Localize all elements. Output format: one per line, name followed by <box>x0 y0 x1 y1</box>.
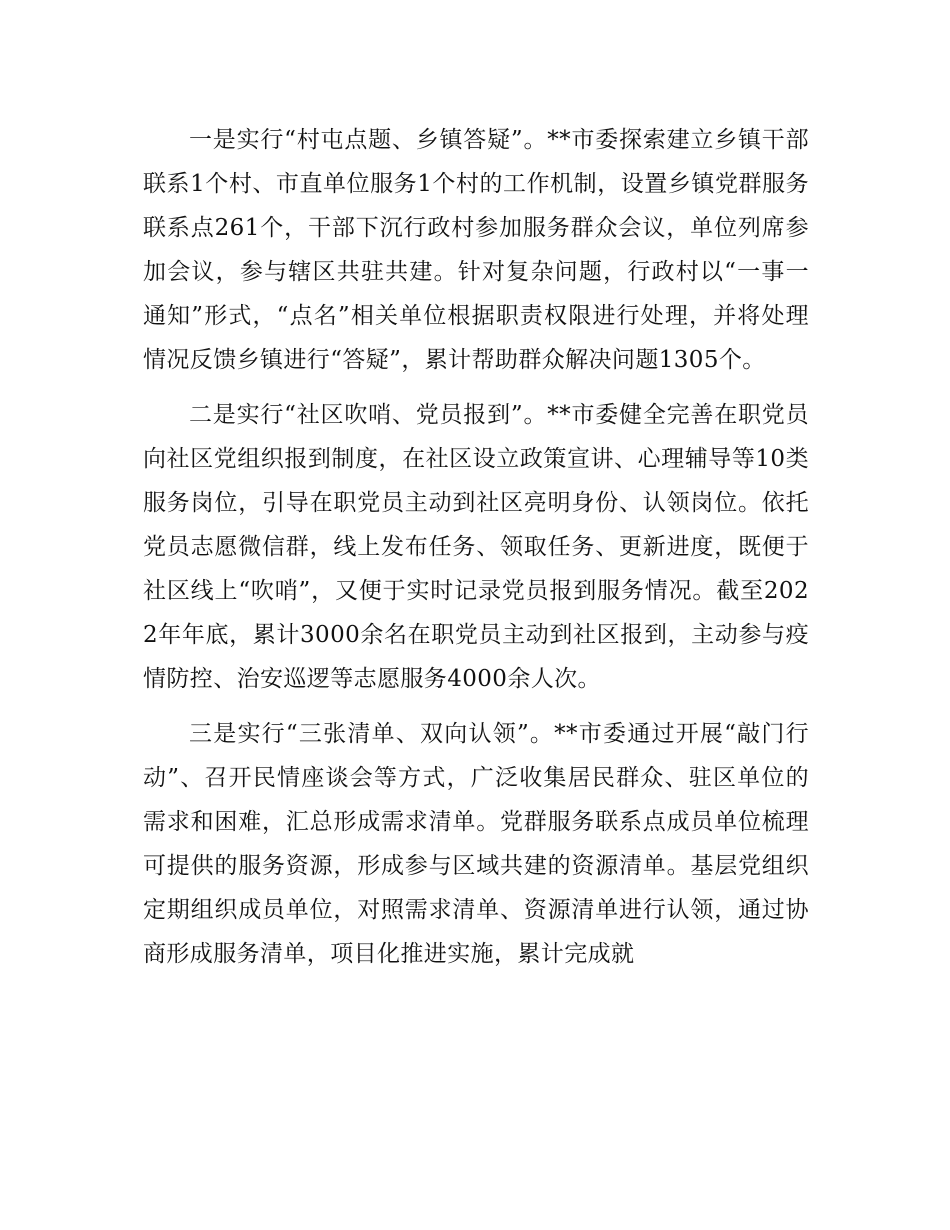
paragraph-village-topics: 一是实行“村屯点题、乡镇答疑”。**市委探索建立乡镇干部联系1个村、市直单位服务1个村的工作机制，设置乡镇党群服务联系点261个，干部下沉行政村参加服务群众会议，单位列席参加会议，参与辖区共驻共建。针对复杂问题，行政村以“一事一通知”形式，“点名”相关单位根据职责权限进行处理，并将处理情况反馈乡镇进行“答疑”，累计帮助群众解决问题1305个。 <box>143 127 809 373</box>
paragraph-three-lists: 三是实行“三张清单、双向认领”。**市委通过开展“敲门行动”、召开民情座谈会等方式，广泛收集居民群众、驻区单位的需求和困难，汇总形成需求清单。党群服务联系点成员单位梳理可提供的服务资源，形成参与区域共建的资源清单。基层党组织定期组织成员单位，对照需求清单、资源清单进行认领，通过协商形成服务清单，项目化推进实施，累计完成就 <box>143 721 809 967</box>
document-body <box>143 118 809 987</box>
paragraph-community-whistle: 二是实行“社区吹哨、党员报到”。**市委健全完善在职党员向社区党组织报到制度，在社区设立政策宣讲、心理辅导等10类服务岗位，引导在职党员主动到社区亮明身份、认领岗位。依托党员志愿微信群，线上发布任务、领取任务、更新进度，既便于社区线上“吹哨”，又便于实时记录党员报到服务情况。截至2022年年底，累计3000余名在职党员主动到社区报到，主动参与疫情防控、治安巡逻等志愿服务4000余人次。 <box>143 402 809 692</box>
